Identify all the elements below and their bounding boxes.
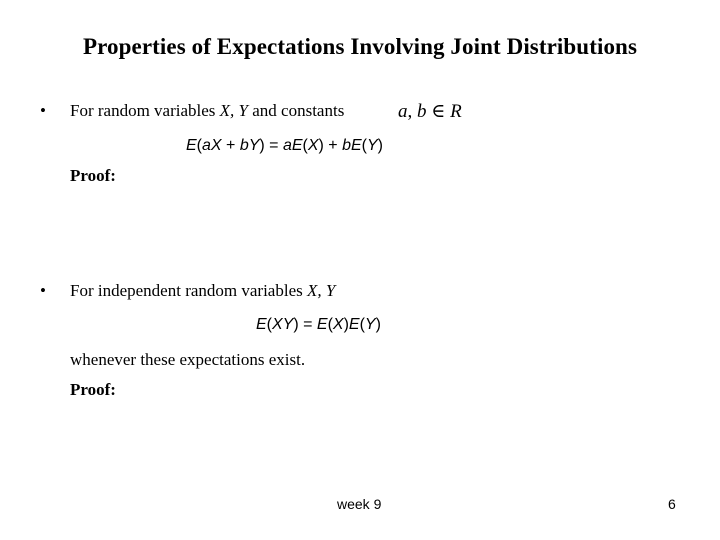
f1-lparen3: (	[361, 137, 367, 154]
f1-a2: a	[282, 137, 292, 154]
slide-title: Properties of Expectations Involving Joint Distributions	[82, 34, 637, 59]
f1-lparen2: (	[302, 137, 308, 154]
f1-equals: =	[264, 137, 283, 154]
f2-Y: Y	[364, 316, 376, 333]
f1-rparen3: )	[377, 137, 383, 154]
footer-week: week 9	[337, 496, 382, 512]
f1-lparen: (	[196, 137, 202, 154]
f1-Y3: Y	[367, 137, 378, 154]
bullet-2-vars: X, Y	[307, 281, 336, 300]
bullet-1	[40, 101, 344, 121]
bullet-1-text-prefix: For random variables	[70, 101, 220, 120]
f2-X: X	[332, 316, 344, 333]
bullet-2	[40, 281, 335, 301]
bullet-1-vars: X, Y	[219, 101, 248, 120]
math-comma: ,	[407, 101, 417, 122]
bullet-2-text-prefix: For independent random variables	[70, 281, 307, 300]
f1-b2: b	[342, 137, 351, 154]
f1-E3: E	[351, 137, 362, 154]
f1-Y: Y	[248, 137, 260, 154]
expectations-exist-note: whenever these expectations exist.	[70, 350, 306, 369]
bullet-1-text-suffix: and constants	[248, 101, 345, 120]
f2-lparen2: (	[327, 316, 333, 333]
math-b: b	[417, 101, 427, 122]
math-a: a	[398, 101, 408, 122]
f2-E3: E	[348, 316, 360, 333]
f1-a: a	[202, 137, 211, 154]
f1-plus2: +	[323, 137, 343, 154]
f2-XY: XY	[272, 316, 294, 333]
f1-rparen2: )	[318, 137, 324, 154]
f1-X2: X	[307, 137, 319, 154]
linearity-formula	[186, 137, 383, 155]
proof-label-2: Proof:	[70, 380, 116, 399]
f2-equals: =	[298, 316, 317, 333]
f1-X: X	[210, 137, 222, 154]
math-R: R	[450, 101, 462, 122]
f1-b: b	[239, 137, 249, 154]
f1-E: E	[186, 137, 197, 154]
bullet-2-dot: •	[40, 281, 46, 300]
f1-E2: E	[291, 137, 303, 154]
f1-rparen: )	[259, 137, 265, 154]
f2-E: E	[256, 316, 267, 333]
f2-E2: E	[316, 316, 328, 333]
f1-plus: +	[221, 137, 240, 154]
f2-lparen3: (	[359, 316, 365, 333]
bullet-1-dot: •	[40, 101, 46, 120]
constants-in-reals	[398, 100, 462, 123]
footer-page-number: 6	[668, 496, 676, 512]
independence-formula	[256, 316, 381, 334]
proof-label-1: Proof:	[70, 166, 116, 185]
f2-rparen3: )	[375, 316, 381, 333]
math-element-of: ∈	[426, 101, 451, 122]
f2-lparen: (	[266, 316, 272, 333]
f2-rparen: )	[293, 316, 299, 333]
f2-rparen2: )	[343, 316, 349, 333]
